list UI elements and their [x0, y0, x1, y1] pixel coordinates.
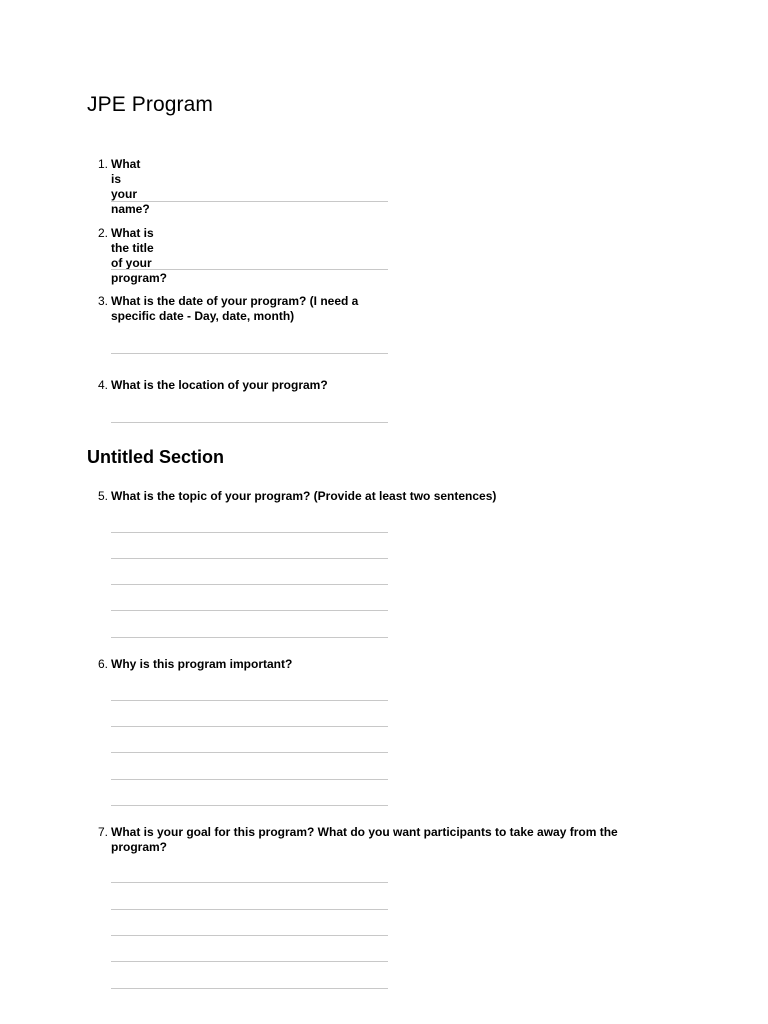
question-text — [111, 825, 618, 855]
answer-line-q6[interactable] — [111, 805, 388, 806]
answer-line-q5[interactable] — [111, 584, 388, 585]
question-number: 2. — [98, 226, 109, 240]
answer-line-q7[interactable] — [111, 988, 388, 989]
question-text-line-1: What is your goal for this program? What do you want participants to take away from the — [111, 825, 618, 839]
answer-line-q2[interactable] — [111, 269, 388, 270]
answer-line-q7[interactable] — [111, 961, 388, 962]
question-text: What is the topic of your program? (Provide at least two sentences) — [111, 489, 497, 503]
question-number: 4. — [98, 378, 109, 392]
answer-line-q7[interactable] — [111, 882, 388, 883]
answer-line-q3[interactable] — [111, 353, 388, 354]
question-text: What is the location of your program? — [111, 378, 328, 392]
answer-line-q6[interactable] — [111, 752, 388, 753]
answer-line-q4[interactable] — [111, 422, 388, 423]
answer-line-q6[interactable] — [111, 726, 388, 727]
answer-line-q5[interactable] — [111, 532, 388, 533]
question-text-line-1: What is the date of your program? (I need a — [111, 294, 359, 308]
answer-line-q5[interactable] — [111, 610, 388, 611]
question-number: 3. — [98, 294, 109, 308]
answer-line-q1[interactable] — [111, 201, 388, 202]
answer-line-q5[interactable] — [111, 637, 388, 638]
question-text — [111, 294, 358, 324]
answer-line-q5[interactable] — [111, 558, 388, 559]
question-number: 6. — [98, 657, 109, 671]
question-text: What is the title of your program? — [111, 226, 168, 285]
answer-line-q7[interactable] — [111, 935, 388, 936]
question-text: What is your name? — [111, 157, 150, 216]
question-number: 1. — [98, 157, 109, 171]
question-number: 7. — [98, 825, 109, 839]
section-title: Untitled Section — [87, 447, 225, 467]
question-text-line-2: specific date - Day, date, month) — [111, 309, 295, 323]
question-text: Why is this program important? — [111, 657, 293, 671]
question-number: 5. — [98, 489, 109, 503]
answer-line-q6[interactable] — [111, 700, 388, 701]
form-title: JPE Program — [87, 93, 213, 116]
answer-line-q7[interactable] — [111, 909, 388, 910]
answer-line-q6[interactable] — [111, 779, 388, 780]
question-text-line-2: program? — [111, 840, 168, 854]
